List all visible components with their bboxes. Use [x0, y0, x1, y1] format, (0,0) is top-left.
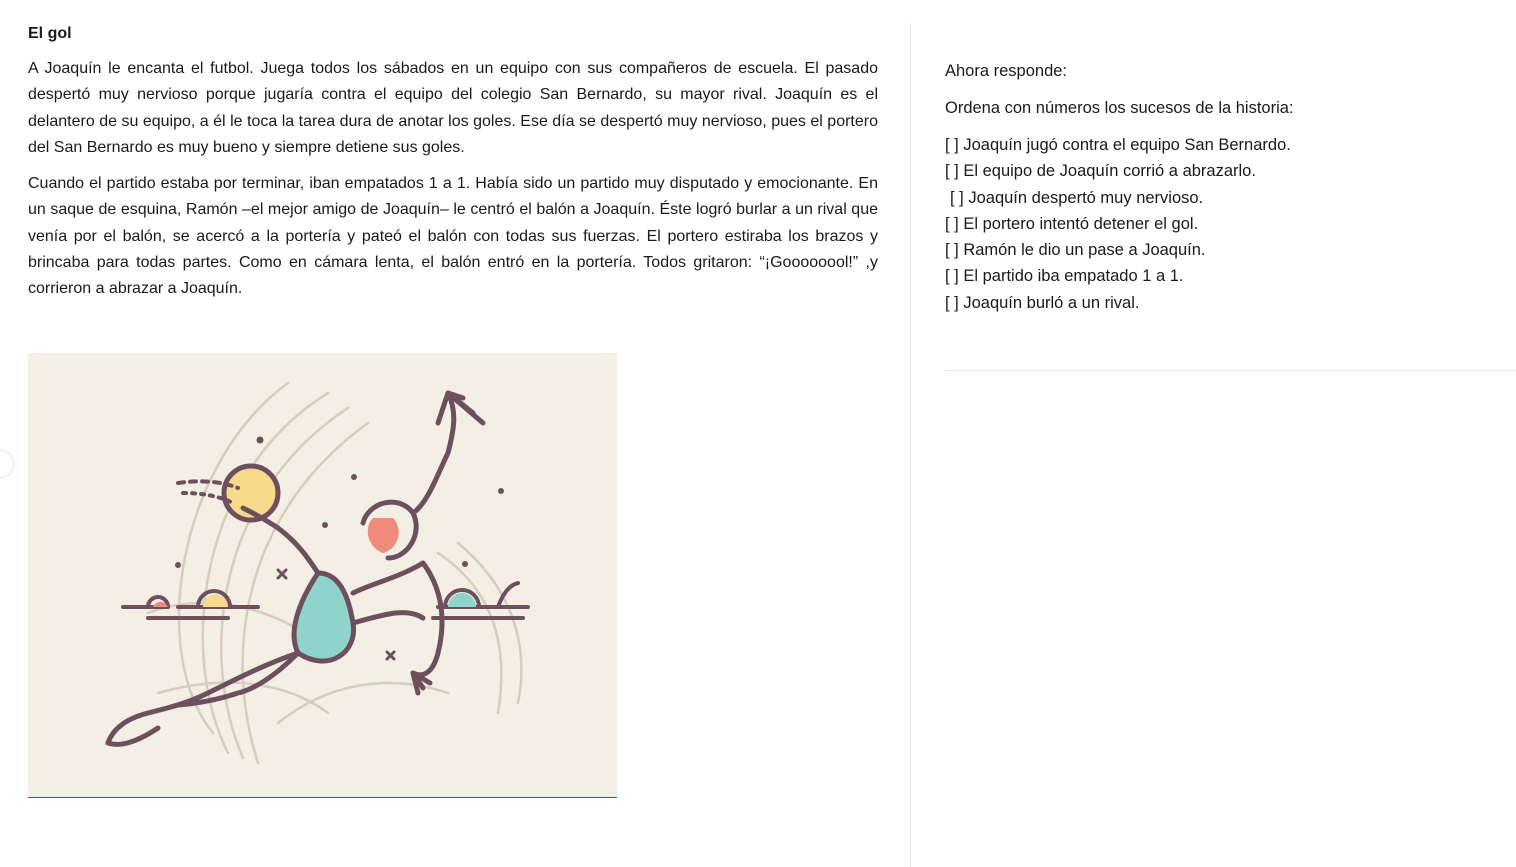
goalkeeper-drawing	[28, 353, 617, 797]
story-title: El gol	[28, 25, 72, 42]
event-item-1[interactable]: [ ] Joaquín jugó contra el equipo San Bernardo.	[945, 136, 1291, 154]
event-item-5[interactable]: [ ] Ramón le dio un pase a Joaquín.	[945, 241, 1206, 260]
questions-column	[945, 58, 1505, 316]
scroll-edge-handle[interactable]	[0, 450, 14, 478]
story-column	[28, 22, 878, 313]
column-divider	[910, 22, 911, 867]
goalkeeper-illustration	[28, 353, 617, 798]
story-paragraph-1: A Joaquín le encanta el futbol. Juega todos los sábados en un equipo con sus compañeros de escuela. El pasado despertó muy nervioso porque jugaría contra el equipo del colegio San Bernardo, su mayor rival. Joaquín es el delantero de su equipo, a él le toca la tarea dura de anotar los goles. Ese día se despertó muy nervioso, pues el portero del San Bernardo es muy bueno y siempre detiene sus goles.	[28, 60, 878, 156]
questions-prompt: Ahora responde:	[945, 62, 1068, 80]
event-item-7[interactable]: [ ] Joaquín burló a un rival.	[945, 293, 1140, 312]
event-item-6[interactable]: [ ] El partido iba empatado 1 a 1.	[945, 267, 1184, 286]
event-order-list	[945, 132, 1505, 316]
event-item-3[interactable]: [ ] Joaquín despertó muy nervioso.	[950, 188, 1204, 207]
questions-instruction: Ordena con números los sucesos de la historia:	[945, 99, 1294, 117]
event-item-2[interactable]: [ ] El equipo de Joaquín corrió a abrazarlo.	[945, 162, 1256, 181]
story-paragraph-2: Cuando el partido estaba por terminar, iban empatados 1 a 1. Había sido un partido muy disputado y emocionante. En un saque de esquina, Ramón –el mejor amigo de Joaquín– le centró el balón a Joaquín. Éste logró burlar a un rival que venía por el balón, se acercó a la portería y pateó el balón con todas sus fuerzas. El portero estiraba los brazos y brincaba para todas partes. Como en cámara lenta, el balón entró en la portería. Todos gritaron: “¡Goooooool!” ,y corrieron a abrazar a Joaquín.	[28, 175, 878, 298]
questions-bottom-rule	[945, 370, 1516, 371]
event-item-4[interactable]: [ ] El portero intentó detener el gol.	[945, 214, 1199, 233]
